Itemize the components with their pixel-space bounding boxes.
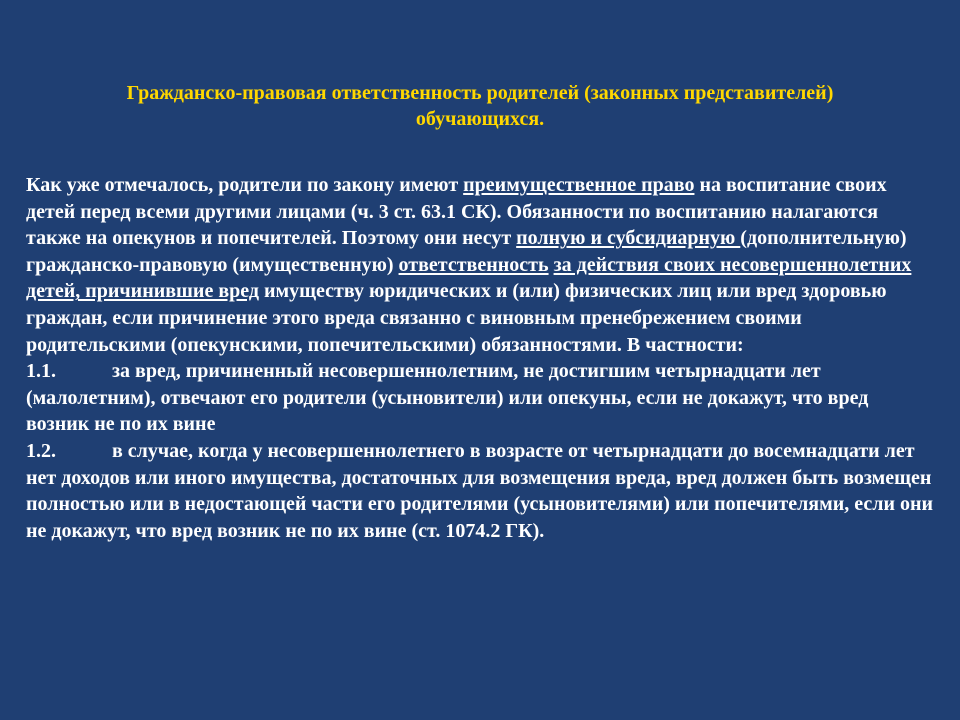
intro-text-5: имуществу юридических и (или) физических лиц или вред здоровью граждан, если причинение этого вреда связанно с виновным пренебрежением своими родительскими (опекунскими, попечительскими) обязанностями. В частности: — [26, 280, 887, 356]
title-line-1: Гражданско-правовая ответственность родителей (законных представителей) — [126, 82, 834, 104]
slide-body — [26, 172, 934, 544]
intro-text-3: (дополнительную) гражданско-правовую (имущественную) — [26, 227, 907, 276]
list-item — [26, 358, 934, 438]
slide-title — [26, 80, 934, 132]
underlined-responsibility: ответственность — [398, 253, 549, 276]
item-number: 1.1. — [26, 360, 56, 383]
intro-paragraph — [26, 172, 934, 358]
item-text: за вред, причиненный несовершеннолетним, не достигшим четырнадцати лет (малолетним), отвечают его родители (усыновители) или опекуны, если не докажут, что вред возник не по их вине — [26, 360, 869, 436]
underlined-full-subsidiary: полную и субсидиарную — [516, 227, 741, 250]
item-text: в случае, когда у несовершеннолетнего в возрасте от четырнадцати до восемнадцати лет нет доходов или иного имущества, достаточных для возмещения вреда, вред должен быть возмещен полностью или в недостающей части его родителями (усыновителями) или попечителями, если они не докажут, что вред возник не по их вине (ст. 1074.2 ГК). — [26, 439, 934, 542]
title-line-2: обучающихся. — [415, 108, 545, 130]
underlined-preemptive-right: преимущественное право — [463, 174, 695, 196]
intro-text-1: Как уже отмечалось, родители по закону имеют — [26, 174, 464, 196]
intro-text-2: на воспитание своих детей перед всеми другими лицами (ч. 3 ст. 63.1 СК). Обязанности по воспитанию налагаются также на опекунов и попечителей. Поэтому они несут — [26, 174, 887, 250]
underlined-actions-of-children: за действия своих несовершеннолетних детей, причинившие вред — [26, 253, 912, 303]
item-number: 1.2. — [26, 439, 56, 462]
list-item — [26, 438, 934, 544]
